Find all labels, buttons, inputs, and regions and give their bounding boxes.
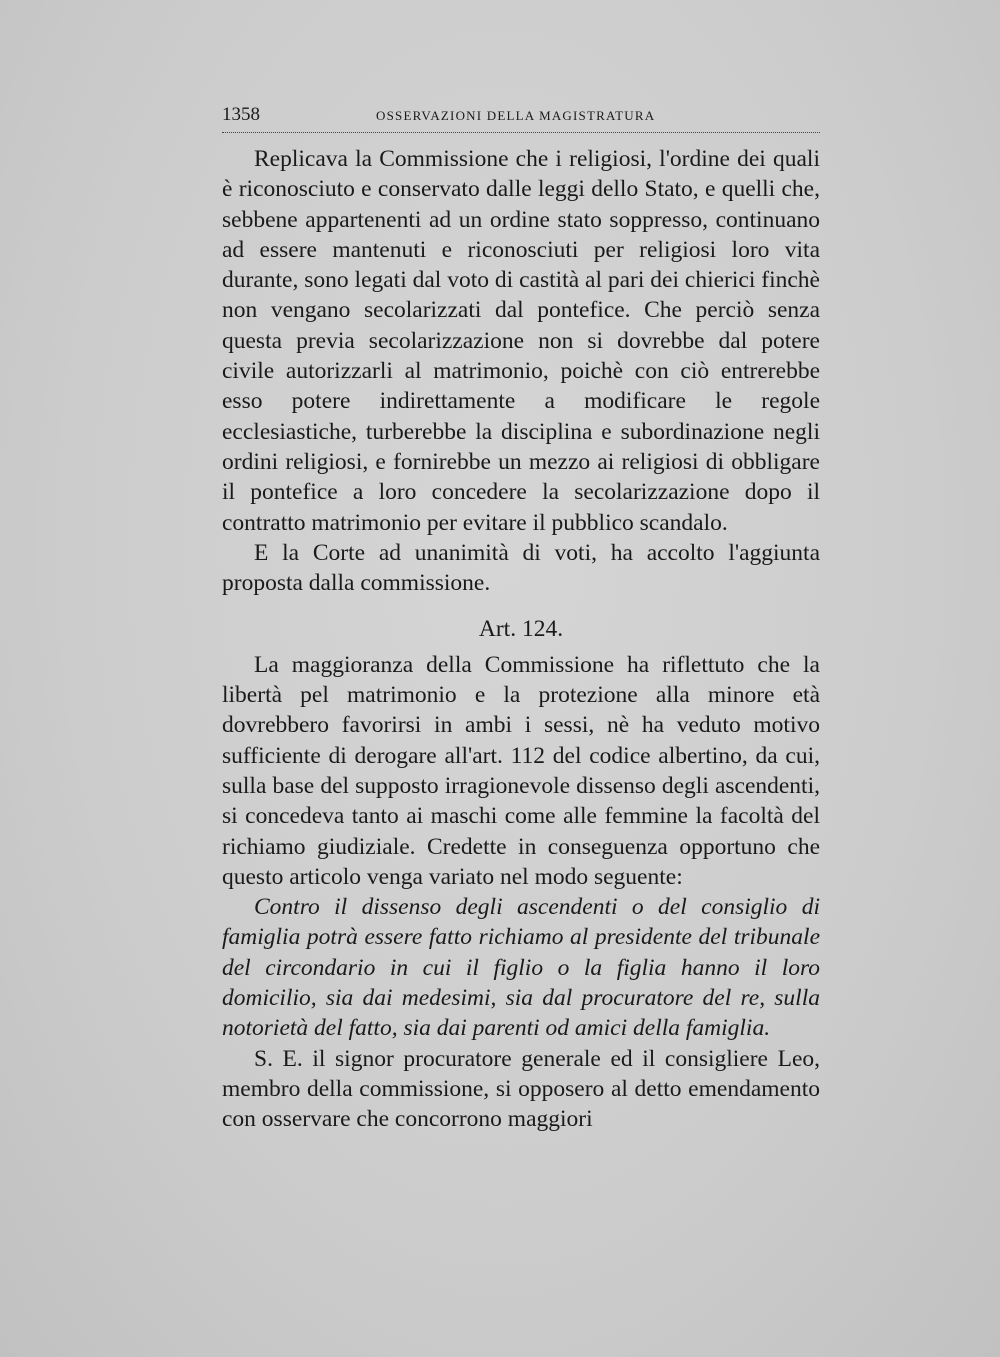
paragraph-court-decision: E la Corte ad unanimità di voti, ha accolto l'aggiunta proposta dalla commissione. bbox=[222, 539, 820, 597]
paragraph-proposed-amendment: Contro il dissenso degli ascendenti o del consiglio di famiglia potrà essere fatto richiamo al presidente del tribunale del circondario in cui il figlio o la figlia hanno il loro domicilio, sia dai medesimi, sia dal procuratore del re, sulla notorietà del fatto, sia dai parenti od amici della famiglia. bbox=[222, 894, 820, 1042]
page-header bbox=[222, 104, 820, 133]
page-number: 1358 bbox=[222, 104, 260, 125]
paragraph-majority-opinion: La maggioranza della Commissione ha riflettuto che la libertà pel matrimonio e la protezione alla minore età dovrebbero favorirsi in ambi i sessi, nè ha veduto motivo sufficiente di derogare all'art. 112 del codice albertino, da cui, sulla base del supposto irragionevole dissenso degli ascendenti, si concedeva tanto ai maschi come alle femmine la facoltà del richiamo giudiziale. Credette in conseguenza opportuno che questo articolo venga variato nel modo seguente: bbox=[222, 651, 820, 890]
article-heading: Art. 124. bbox=[478, 616, 564, 643]
paragraph-objection: S. E. il signor procuratore generale ed il consigliere Leo, membro della commissione, si opposero al detto emendamento con osservare che concorrono maggiori bbox=[222, 1045, 820, 1133]
running-head: OSSERVAZIONI DELLA MAGISTRATURA bbox=[376, 108, 656, 123]
body-text bbox=[222, 144, 820, 1135]
paragraph-commission-reply: Replicava la Commissione che i religiosi, l'ordine dei quali è riconosciuto e conservato dalle leggi dello Stato, e quelli che, sebbene appartenenti ad un ordine stato soppresso, continuano ad essere mantenuti e riconosciuti per religiosi loro vita durante, sono legati dal voto di castità al pari dei chierici finchè non vengano secolarizzati dal pontefice. Che perciò senza questa previa secolarizzazione non si dovrebbe dal potere civile autorizzarli al matrimonio, poichè con ciò entrerebbe esso potere indirettamente a modificare le regole ecclesiastiche, turberebbe la disciplina e subordinazione negli ordini religiosi, e fornirebbe un mezzo ai religiosi di obbligare il pontefice a loro concedere la secolarizzazione dopo il contratto matrimonio per evitare il pubblico scandalo. bbox=[222, 146, 820, 536]
